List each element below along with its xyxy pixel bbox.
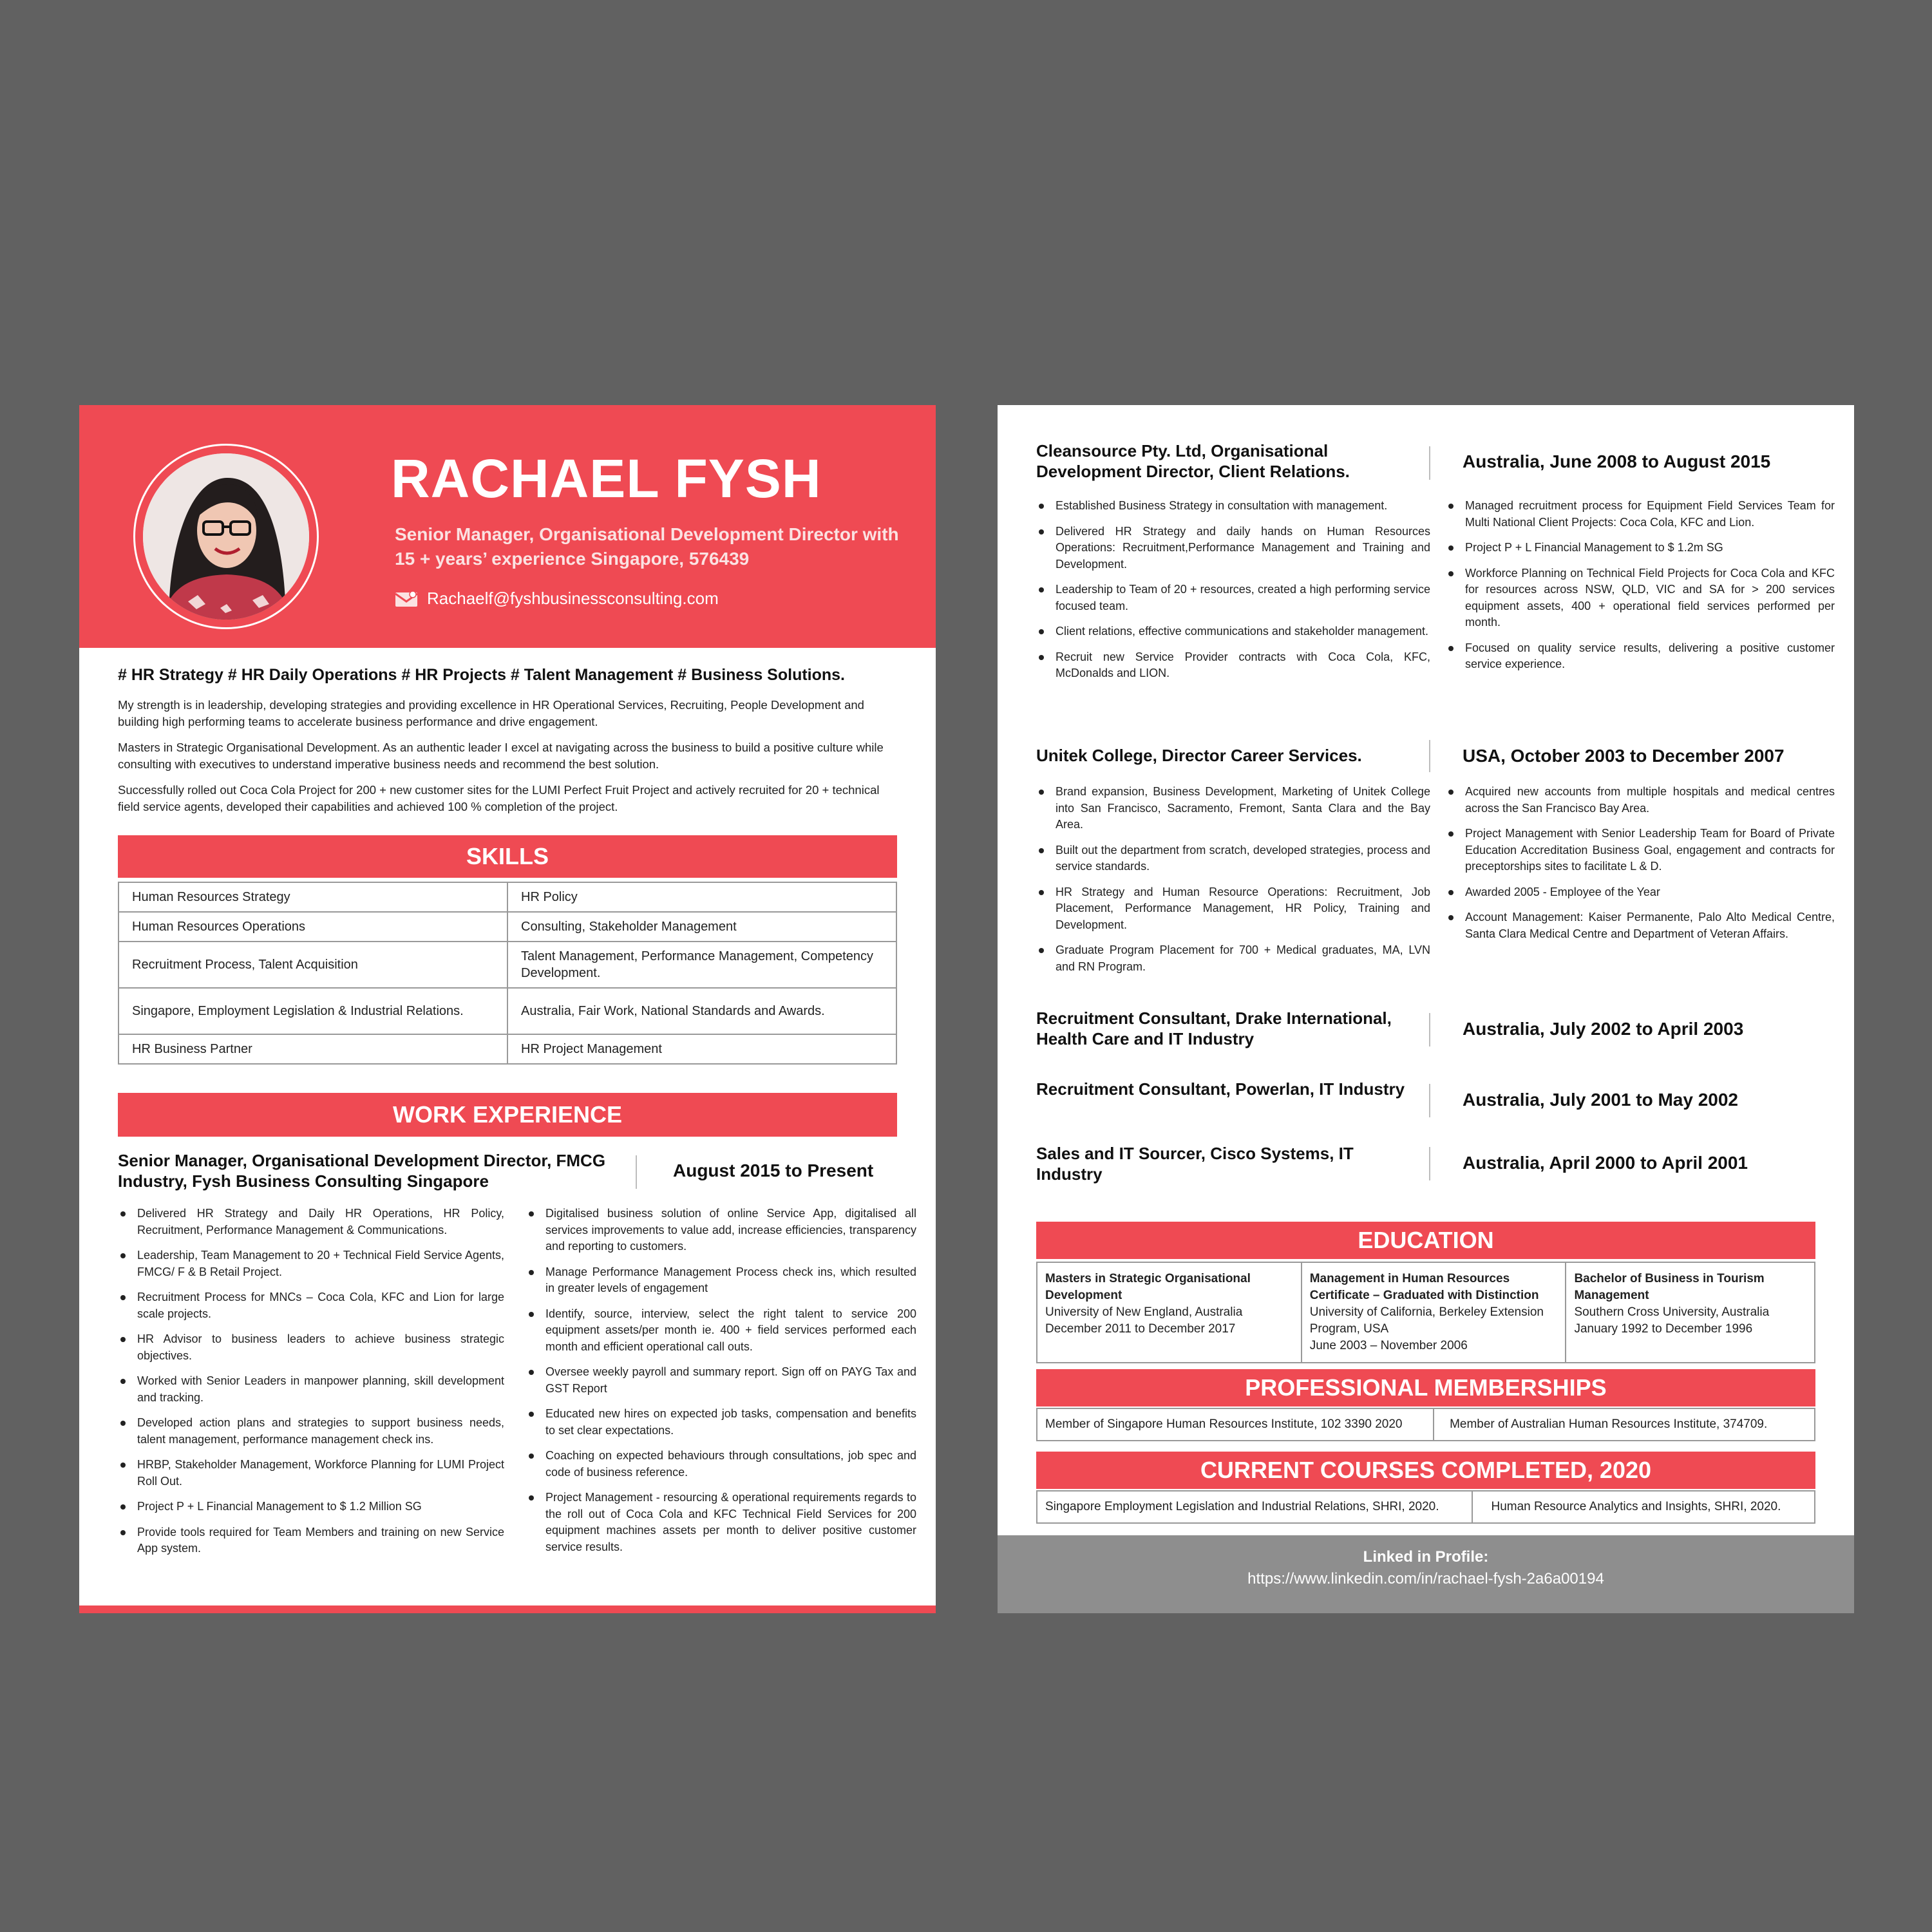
summary-paragraph: Masters in Strategic Organisational Development. As an authentic leader I excel at navigating across the business to build a positive culture while consulting with executives to understand imperative business needs and recommend the best solution.: [118, 741, 884, 771]
skill-cell: Recruitment Process, Talent Acquisition: [118, 942, 507, 988]
divider: [1429, 446, 1430, 480]
degree-name: Management in Human Resources Certificate – Graduated with Distinction: [1309, 1272, 1539, 1302]
skill-cell: Human Resources Operations: [118, 912, 507, 942]
study-dates: June 2003 – November 2006: [1309, 1339, 1468, 1352]
courses-heading: CURRENT COURSES COMPLETED, 2020: [1036, 1452, 1815, 1489]
bullet-item: Worked with Senior Leaders in manpower planning, skill development and tracking.: [137, 1373, 504, 1406]
table-row: [118, 1034, 896, 1064]
skill-cell: HR Policy: [507, 882, 896, 912]
divider: [1429, 1084, 1430, 1117]
bullet-item: HRBP, Stakeholder Management, Workforce Planning for LUMI Project Roll Out.: [137, 1457, 504, 1490]
bullet-item: Delivered HR Strategy and daily hands on Human Resources Operations: Recruitment,Performance Management and Training and Development.: [1056, 524, 1430, 573]
job-title: Cleansource Pty. Ltd, Organisational Development Director, Client Relations.: [1036, 441, 1350, 481]
work-experience-heading: WORK EXPERIENCE: [118, 1093, 897, 1137]
job-date: August 2015 to Present: [673, 1160, 874, 1180]
header-banner: [79, 405, 936, 648]
education-heading: EDUCATION: [1036, 1222, 1815, 1259]
table-row: [118, 882, 896, 912]
bullet-item: Awarded 2005 - Employee of the Year: [1465, 884, 1835, 901]
summary-paragraph: Successfully rolled out Coca Cola Project for 200 + new customer sites for the LUMI Perfect Fruit Project and actively recruited for 20 + technical field service agents, developed their capabilities and achieved 100 % completion of the project.: [118, 783, 880, 813]
skill-cell: HR Project Management: [507, 1034, 896, 1064]
summary-paragraph: My strength is in leadership, developing strategies and providing excellence in HR Operational Services, Recruiting, People Development and building high performing teams to accelerate business performance and drive engagement.: [118, 698, 864, 728]
courses-table: [1036, 1490, 1815, 1524]
bullet-item: Educated new hires on expected job tasks, compensation and benefits to set clear expectations.: [545, 1406, 916, 1439]
skills-table: [118, 882, 897, 1065]
bullet-item: Provide tools required for Team Members and training on new Service App system.: [137, 1524, 504, 1557]
linkedin-footer: [998, 1535, 1854, 1613]
membership-cell: Member of Singapore Human Resources Institute, 102 3390 2020: [1037, 1408, 1434, 1441]
skills-heading: SKILLS: [118, 835, 897, 878]
institution: Southern Cross University, Australia: [1574, 1305, 1770, 1319]
job-date: Australia, July 2002 to April 2003: [1463, 1019, 1744, 1039]
skill-cell: Singapore, Employment Legislation & Industrial Relations.: [118, 988, 507, 1034]
job-title: Unitek College, Director Career Services.: [1036, 746, 1362, 765]
bullet-item: Managed recruitment process for Equipment Field Services Team for Multi National Client Projects: Coca Cola, KFC and Lion.: [1465, 498, 1835, 531]
bullet-item: Workforce Planning on Technical Field Projects for Coca Cola and KFC for resources across NSW, QLD, VIC and SA for > 200 services equipment assets, 400 + operational field services performed per month.: [1465, 565, 1835, 631]
resume-page-2: [998, 405, 1854, 1613]
bullet-item: Graduate Program Placement for 700 + Medical graduates, MA, LVN and RN Program.: [1056, 942, 1430, 975]
institution: University of New England, Australia: [1045, 1305, 1243, 1319]
job-title: Recruitment Consultant, Powerlan, IT Industry: [1036, 1079, 1405, 1099]
education-cell: [1037, 1262, 1302, 1363]
bullet-item: HR Strategy and Human Resource Operations: Recruitment, Job Placement, Performance Management, HR Policy, Training and Development.: [1056, 884, 1430, 934]
bullet-item: Oversee weekly payroll and summary report. Sign off on PAYG Tax and GST Report: [545, 1364, 916, 1397]
resume-page-1: [79, 405, 936, 1613]
divider: [636, 1155, 637, 1189]
membership-cell: Member of Australian Human Resources Institute, 374709.: [1434, 1408, 1815, 1441]
table-row: [118, 988, 896, 1034]
linkedin-url[interactable]: https://www.linkedin.com/in/rachael-fysh-2a6a00194: [1247, 1570, 1604, 1587]
job-bullets-left: [118, 1206, 504, 1566]
bullet-item: Acquired new accounts from multiple hospitals and medical centres across the San Francisco Bay Area.: [1465, 784, 1835, 817]
degree-name: Bachelor of Business in Tourism Management: [1574, 1272, 1765, 1302]
memberships-table: [1036, 1408, 1815, 1441]
study-dates: January 1992 to December 1996: [1574, 1322, 1753, 1336]
table-row: [118, 942, 896, 988]
job-bullets-left: [1036, 784, 1430, 984]
skill-cell: HR Business Partner: [118, 1034, 507, 1064]
course-cell: Human Resource Analytics and Insights, SHRI, 2020.: [1472, 1491, 1815, 1523]
job-date: Australia, July 2001 to May 2002: [1463, 1090, 1738, 1110]
job-title: Senior Manager, Organisational Development Director, FMCG Industry, Fysh Business Consulting Singapore: [118, 1151, 606, 1191]
bullet-item: Project P + L Financial Management to $ 1.2 Million SG: [137, 1499, 504, 1515]
course-cell: Singapore Employment Legislation and Industrial Relations, SHRI, 2020.: [1037, 1491, 1472, 1523]
job-title: Recruitment Consultant, Drake International, Health Care and IT Industry: [1036, 1009, 1392, 1048]
bullet-item: Established Business Strategy in consultation with management.: [1056, 498, 1430, 515]
candidate-subtitle: Senior Manager, Organisational Development Director with 15 + years’ experience Singapore, 576439: [395, 524, 899, 569]
envelope-icon: [395, 591, 418, 607]
job-bullets-right: [526, 1206, 916, 1564]
skill-cell: Australia, Fair Work, National Standards and Awards.: [507, 988, 896, 1034]
job-title: Sales and IT Sourcer, Cisco Systems, IT Industry: [1036, 1144, 1354, 1184]
profile-photo: [143, 453, 309, 620]
skill-cell: Talent Management, Performance Management, Competency Development.: [507, 942, 896, 988]
candidate-name: RACHAEL FYSH: [391, 448, 822, 509]
bullet-item: Delivered HR Strategy and Daily HR Operations, HR Policy, Recruitment, Performance Management & Communications.: [137, 1206, 504, 1238]
bullet-item: Project Management - resourcing & operational requirements regards to the roll out of Coca Cola and KFC Technical Field Services for 200 equipment machines assets per month to deliver positive customer service results.: [545, 1490, 916, 1555]
bullet-item: Coaching on expected behaviours through consultations, job spec and code of business reference.: [545, 1448, 916, 1481]
table-row: [1037, 1491, 1815, 1523]
bullet-item: Leadership, Team Management to 20 + Technical Field Service Agents, FMCG/ F & B Retail Project.: [137, 1247, 504, 1280]
bullet-item: Digitalised business solution of online Service App, digitalised all services improvements to value add, increase efficiencies, transparency and reporting to customers.: [545, 1206, 916, 1255]
bullet-item: Account Management: Kaiser Permanente, Palo Alto Medical Centre, Santa Clara Medical Centre and Department of Veteran Affairs.: [1465, 909, 1835, 942]
education-cell: [1302, 1262, 1566, 1363]
skill-cell: Human Resources Strategy: [118, 882, 507, 912]
bullet-item: Recruitment Process for MNCs – Coca Cola, KFC and Lion for large scale projects.: [137, 1289, 504, 1322]
profile-photo-frame: [133, 444, 319, 629]
email-link[interactable]: Rachaelf@fyshbusinessconsulting.com: [427, 589, 719, 608]
job-date: USA, October 2003 to December 2007: [1463, 746, 1785, 766]
email-row: [395, 589, 719, 609]
linkedin-label: Linked in Profile:: [1363, 1548, 1489, 1566]
job-bullets-right: [1446, 498, 1835, 682]
job-bullets-right: [1446, 784, 1835, 951]
bullet-item: Focused on quality service results, delivering a positive customer service experience.: [1465, 640, 1835, 673]
focus-tags: # HR Strategy # HR Daily Operations # HR Projects # Talent Management # Business Solutions.: [118, 666, 846, 684]
table-row: [118, 912, 896, 942]
bullet-item: Built out the department from scratch, developed strategies, process and service standards.: [1056, 842, 1430, 875]
memberships-heading: PROFESSIONAL MEMBERSHIPS: [1036, 1369, 1815, 1406]
divider: [1429, 1147, 1430, 1180]
education-cell: [1566, 1262, 1815, 1363]
job-date: Australia, June 2008 to August 2015: [1463, 451, 1771, 471]
education-table: [1036, 1262, 1815, 1363]
bullet-item: HR Advisor to business leaders to achieve business strategic objectives.: [137, 1331, 504, 1364]
divider: [1429, 1013, 1430, 1046]
bullet-item: Recruit new Service Provider contracts with Coca Cola, KFC, McDonalds and LION.: [1056, 649, 1430, 682]
bullet-item: Client relations, effective communications and stakeholder management.: [1056, 623, 1430, 640]
table-row: [1037, 1408, 1815, 1441]
degree-name: Masters in Strategic Organisational Development: [1045, 1272, 1251, 1302]
page-bottom-rule: [79, 1605, 936, 1613]
job-bullets-left: [1036, 498, 1430, 691]
study-dates: December 2011 to December 2017: [1045, 1322, 1236, 1336]
bullet-item: Identify, source, interview, select the right talent to service 200 equipment assets/per month ie. 400 + field services performed each month and efficient operational call outs.: [545, 1306, 916, 1356]
bullet-item: Project Management with Senior Leadership Team for Board of Private Education Accreditation Business Goal, engagement and contracts for preceptorships sites to facilitate L & D.: [1465, 826, 1835, 875]
divider: [1429, 740, 1430, 772]
bullet-item: Brand expansion, Business Development, Marketing of Unitek College into San Francisco, Sacramento, Fremont, Santa Clara and the Bay Area.: [1056, 784, 1430, 833]
bullet-item: Project P + L Financial Management to $ 1.2m SG: [1465, 540, 1835, 556]
bullet-item: Manage Performance Management Process check ins, which resulted in greater levels of engagement: [545, 1264, 916, 1297]
bullet-item: Leadership to Team of 20 + resources, created a high performing service focused team.: [1056, 582, 1430, 614]
institution: University of California, Berkeley Extension Program, USA: [1309, 1305, 1544, 1336]
bullet-item: Developed action plans and strategies to support business needs, talent management, performance management check ins.: [137, 1415, 504, 1448]
table-row: [1037, 1262, 1815, 1363]
skill-cell: Consulting, Stakeholder Management: [507, 912, 896, 942]
job-date: Australia, April 2000 to April 2001: [1463, 1153, 1748, 1173]
